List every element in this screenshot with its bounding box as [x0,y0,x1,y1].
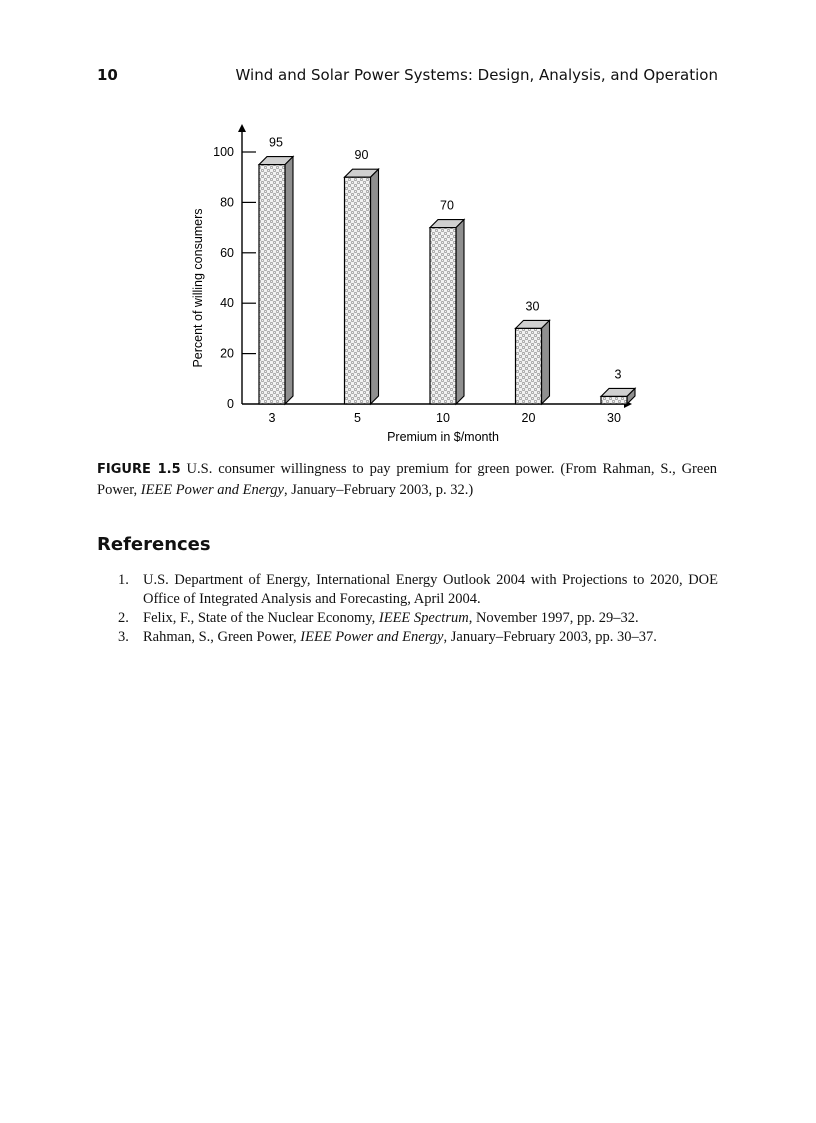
running-head: Wind and Solar Power Systems: Design, Analysis, and Operation [235,66,718,84]
bar [516,328,542,404]
reference-text: Rahman, S., Green Power, [143,629,301,645]
reference-number: 3. [118,629,129,645]
x-tick-label: 5 [354,411,361,425]
bar [345,177,371,404]
caption-text: U.S. consumer willingness to pay premium for green power. (From Rahman, S., Green Power, [97,461,718,498]
bar-chart [180,118,640,448]
bar-side-face [371,169,379,404]
y-tick-label: 60 [220,245,234,260]
reference-item [118,571,718,609]
reference-journal: IEEE Spectrum [378,610,469,626]
bar-value-label: 70 [440,198,454,213]
figure-chart [180,118,640,448]
reference-number: 1. [118,572,129,588]
bar [430,228,456,404]
references-list [118,571,718,647]
y-axis-label: Percent of willing consumers [191,208,205,368]
bar [601,396,627,404]
reference-text-tail: , November 1997, pp. 29–32. [468,610,639,626]
x-tick-label: 10 [436,411,450,425]
reference-journal: IEEE Power and Energy [300,629,444,645]
x-tick-label: 3 [268,411,276,425]
bar-value-label: 3 [614,367,622,382]
x-axis-label: Premium in $/month [387,430,499,444]
caption-tail: , January–February 2003, p. 32.) [283,482,474,498]
bar-value-label: 90 [354,148,369,163]
bar-side-face [542,320,550,404]
reference-item [118,609,718,628]
y-tick-label: 20 [220,346,234,361]
reference-number: 2. [118,610,129,626]
x-tick-label: 20 [521,411,536,425]
y-tick-label: 100 [213,145,234,159]
references-heading: References [97,534,211,555]
bar-side-face [285,157,293,404]
reference-text: Felix, F., State of the Nuclear Economy, [143,610,379,626]
reference-item [118,628,718,647]
bar [259,165,285,404]
reference-text-tail: , January–February 2003, pp. 30–37. [443,629,657,645]
bar-value-label: 30 [525,299,540,314]
y-axis-arrow [238,124,246,132]
figure-label: FIGURE 1.5 [97,462,181,477]
x-tick-label: 30 [607,411,621,425]
y-tick-label: 0 [227,397,234,411]
bar-value-label: 95 [269,135,283,150]
y-tick-label: 40 [220,296,234,311]
caption-journal: IEEE Power and Energy [140,482,284,498]
y-tick-label: 80 [220,195,234,210]
bar-side-face [456,220,464,404]
figure-caption [97,459,717,500]
reference-text: U.S. Department of Energy, International Energy Outlook 2004 with Projections to 2020, DOE Office of Integrated Analysis and Forecasting, April 2004. [143,572,718,607]
page-number: 10 [97,66,118,84]
